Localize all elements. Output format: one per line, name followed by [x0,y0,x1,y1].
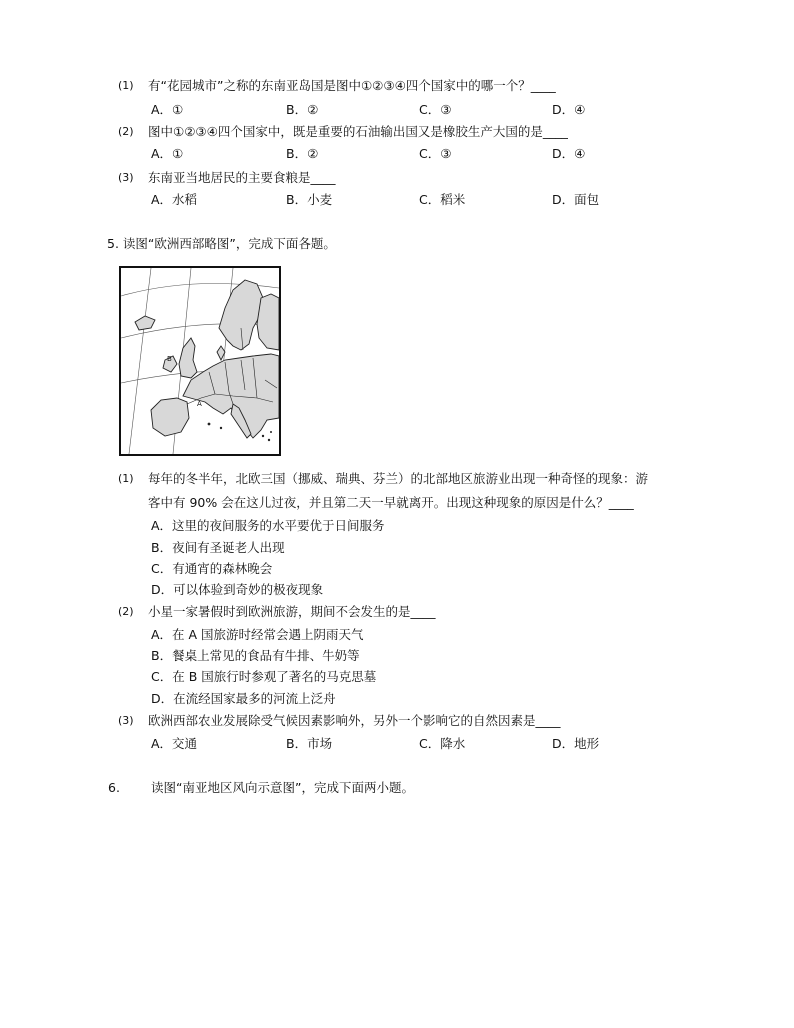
q5-sub2-number: (2) [118,605,134,618]
western-europe-map-drawing [121,268,279,454]
q6-stem: 读图“南亚地区风向示意图”，完成下面两小题。 [151,780,414,795]
q4-sub2-option-d: D．④ [552,146,586,161]
q5-sub3-number: (3) [118,714,134,727]
q5-sub2-option-c: C．在 B 国旅行时参观了著名的马克思墓 [151,669,377,684]
q5-sub2-option-d: D．在流经国家最多的河流上泛舟 [151,691,336,706]
q4-sub3-option-c: C．稻米 [419,192,466,207]
q5-sub3-stem: 欧洲西部农业发展除受气候因素影响外，另外一个影响它的自然因素是____ [148,713,561,728]
q5-sub1-option-d: D．可以体验到奇妙的极夜现象 [151,582,324,597]
q4-sub3-option-a: A．水稻 [151,192,198,207]
q4-sub2-stem: 图中①②③④四个国家中，既是重要的石油输出国又是橡胶生产大国的是____ [148,124,568,139]
q4-sub3-option-d: D．面包 [552,192,600,207]
q5-sub3-option-c: C．降水 [419,736,466,751]
q4-sub2-option-c: C．③ [419,146,452,161]
map-label-a: A [197,400,202,408]
q5-sub1-number: (1) [118,472,134,485]
q4-sub1-option-a: A．① [151,102,184,117]
q5-sub2-option-a: A．在 A 国旅游时经常会遇上阴雨天气 [151,627,364,642]
q5-sub1-option-b: B．夜间有圣诞老人出现 [151,540,285,555]
q5-sub3-option-d: D．地形 [552,736,600,751]
q4-sub2-option-b: B．② [286,146,319,161]
q6-number: 6. [108,780,120,795]
q4-sub1-option-b: B．② [286,102,319,117]
q4-sub1-option-c: C．③ [419,102,452,117]
map-label-b: B [167,355,172,363]
q4-sub2-number: (2) [118,125,134,138]
q4-sub3-option-b: B．小麦 [286,192,333,207]
q4-sub3-stem: 东南亚当地居民的主要食粮是____ [148,170,336,185]
q5-sub3-option-a: A．交通 [151,736,198,751]
q5-sub1-option-c: C．有通宵的森林晚会 [151,561,273,576]
q4-sub1-number: (1) [118,79,134,92]
q4-sub3-number: (3) [118,171,134,184]
q5-sub1-stem-line2: 客中有 90% 会在这儿过夜，并且第二天一早就离开。出现这种现象的原因是什么？____ [148,495,634,510]
q5-heading: 5. 读图“欧洲西部略图”，完成下面各题。 [107,236,336,251]
map-landmass [135,280,279,438]
western-europe-map [119,266,281,456]
q5-sub3-option-b: B．市场 [286,736,333,751]
q5-sub2-option-b: B．餐桌上常见的食品有牛排、牛奶等 [151,648,360,663]
q5-sub1-option-a: A．这里的夜间服务的水平要优于日间服务 [151,518,385,533]
q4-sub2-option-a: A．① [151,146,184,161]
q4-sub1-option-d: D．④ [552,102,586,117]
q4-sub1-stem: 有“花园城市”之称的东南亚岛国是图中①②③④四个国家中的哪一个？____ [148,78,556,93]
q5-sub1-stem-line1: 每年的冬半年，北欧三国（挪威、瑞典、芬兰）的北部地区旅游业出现一种奇怪的现象：游 [148,471,649,486]
q5-sub2-stem: 小星一家暑假时到欧洲旅游，期间不会发生的是____ [148,604,436,619]
